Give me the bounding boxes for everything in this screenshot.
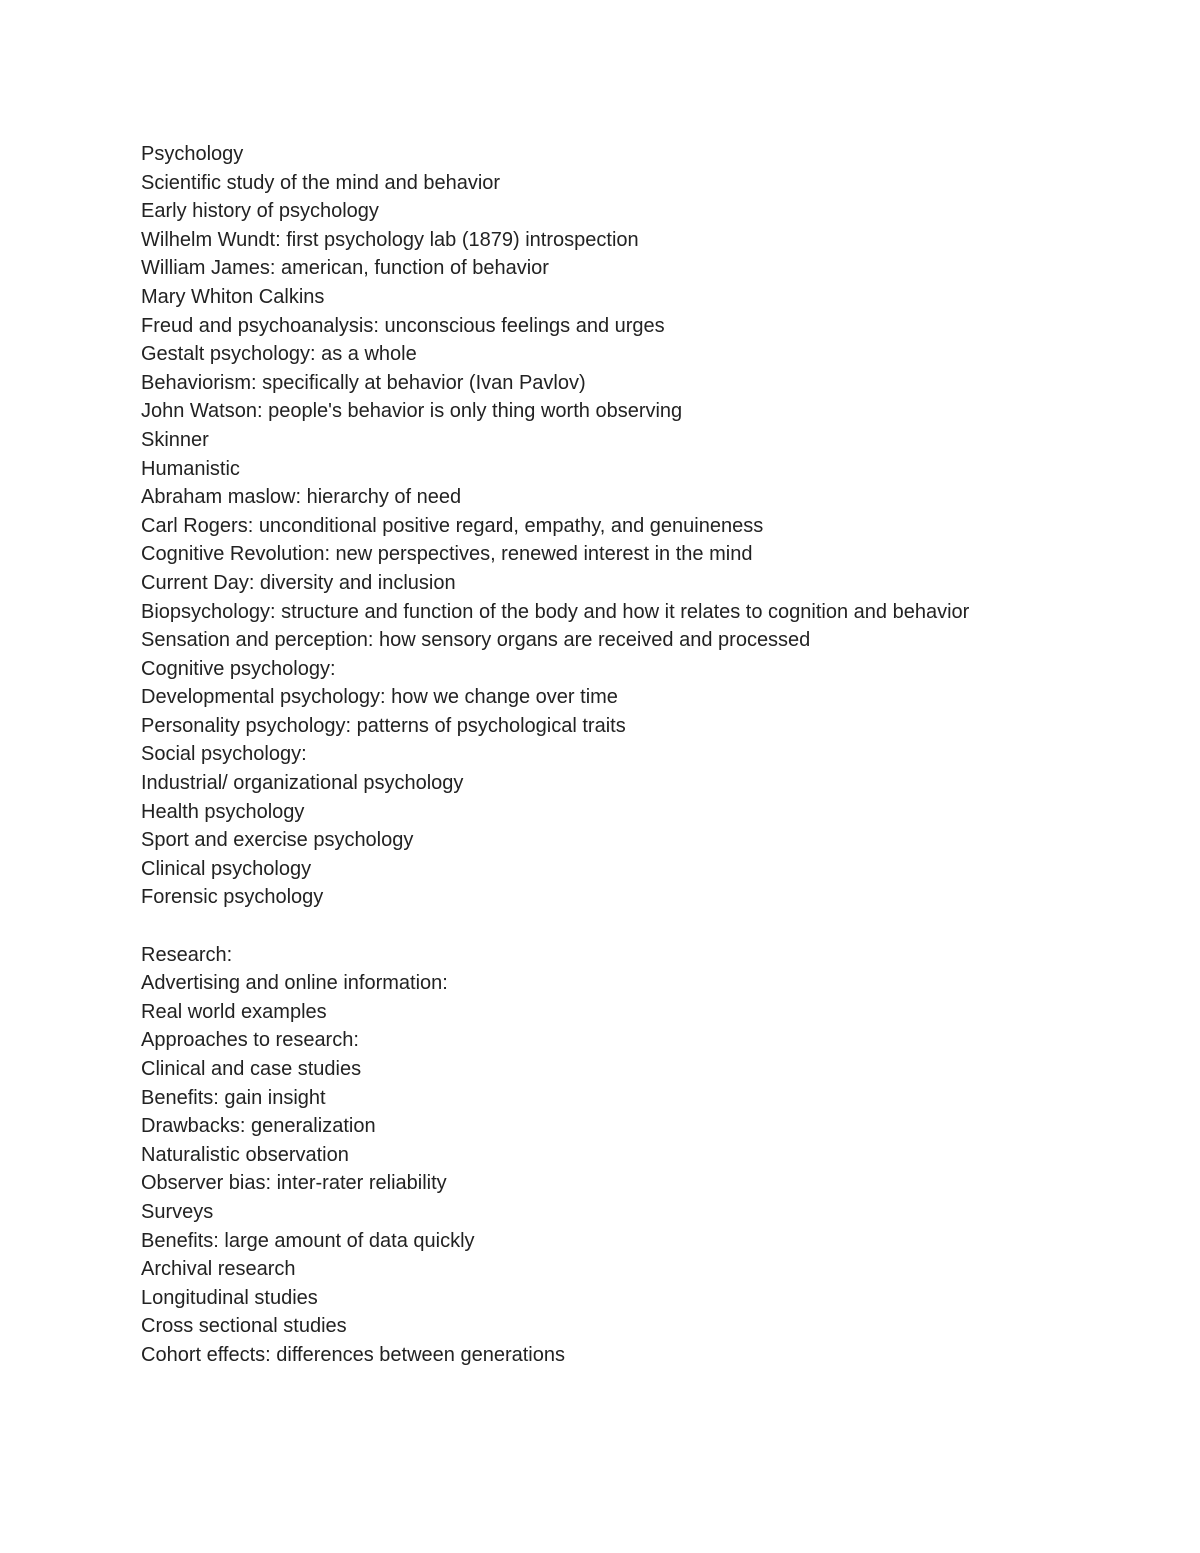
doc-line: Benefits: large amount of data quickly (141, 1229, 475, 1252)
doc-line: Approaches to research: (141, 1029, 359, 1052)
doc-line: Social psychology: (141, 743, 307, 766)
doc-line: Skinner (141, 428, 209, 451)
doc-line-psychology-title: Psychology (141, 143, 244, 165)
doc-line: Cohort effects: differences between generations (141, 1343, 565, 1366)
doc-line: Archival research (141, 1258, 296, 1281)
doc-line: Wilhelm Wundt: first psychology lab (1879) introspection (141, 228, 639, 251)
doc-line: Mary Whiton Calkins (141, 285, 325, 308)
doc-line: Clinical and case studies (141, 1058, 362, 1080)
doc-line: Personality psychology: patterns of psychological traits (141, 714, 626, 737)
doc-line: Naturalistic observation (141, 1143, 349, 1166)
doc-line: Gestalt psychology: as a whole (141, 343, 417, 366)
doc-line: Scientific study of the mind and behavior (141, 171, 501, 194)
doc-line: William James: american, function of behavior (141, 257, 549, 280)
doc-line: Real world examples (141, 1000, 327, 1023)
doc-line: Industrial/ organizational psychology (141, 772, 464, 795)
document-body (141, 140, 1141, 1370)
doc-line: Cross sectional studies (141, 1315, 347, 1338)
doc-line: Developmental psychology: how we change over time (141, 686, 618, 709)
doc-line: Sensation and perception: how sensory organs are received and processed (141, 629, 811, 652)
doc-line: Humanistic (141, 457, 240, 480)
doc-line-research-title: Research: (141, 943, 233, 966)
doc-line: Cognitive psychology: (141, 657, 336, 680)
doc-line: Longitudinal studies (141, 1286, 318, 1309)
doc-line: Surveys (141, 1200, 214, 1223)
doc-line: Early history of psychology (141, 200, 379, 223)
doc-line: Abraham maslow: hierarchy of need (141, 486, 462, 509)
doc-line: Observer bias: inter-rater reliability (141, 1172, 447, 1195)
doc-line: Drawbacks: generalization (141, 1115, 376, 1138)
doc-line: John Watson: people's behavior is only thing worth observing (141, 400, 683, 423)
doc-line: Cognitive Revolution: new perspectives, renewed interest in the mind (141, 543, 753, 566)
doc-line: Biopsychology: structure and function of the body and how it relates to cognition and behavior (141, 600, 970, 623)
doc-line: Forensic psychology (141, 886, 324, 909)
doc-line: Health psychology (141, 800, 305, 823)
doc-line: Clinical psychology (141, 857, 312, 880)
doc-line: Freud and psychoanalysis: unconscious feelings and urges (141, 314, 665, 337)
doc-line: Benefits: gain insight (141, 1086, 326, 1109)
doc-line: Carl Rogers: unconditional positive regard, empathy, and genuineness (141, 514, 764, 537)
doc-line: Current Day: diversity and inclusion (141, 571, 456, 594)
doc-line: Behaviorism: specifically at behavior (Ivan Pavlov) (141, 371, 586, 394)
doc-line: Advertising and online information: (141, 972, 448, 995)
paragraph-gap (141, 912, 1141, 941)
doc-line: Sport and exercise psychology (141, 829, 414, 852)
